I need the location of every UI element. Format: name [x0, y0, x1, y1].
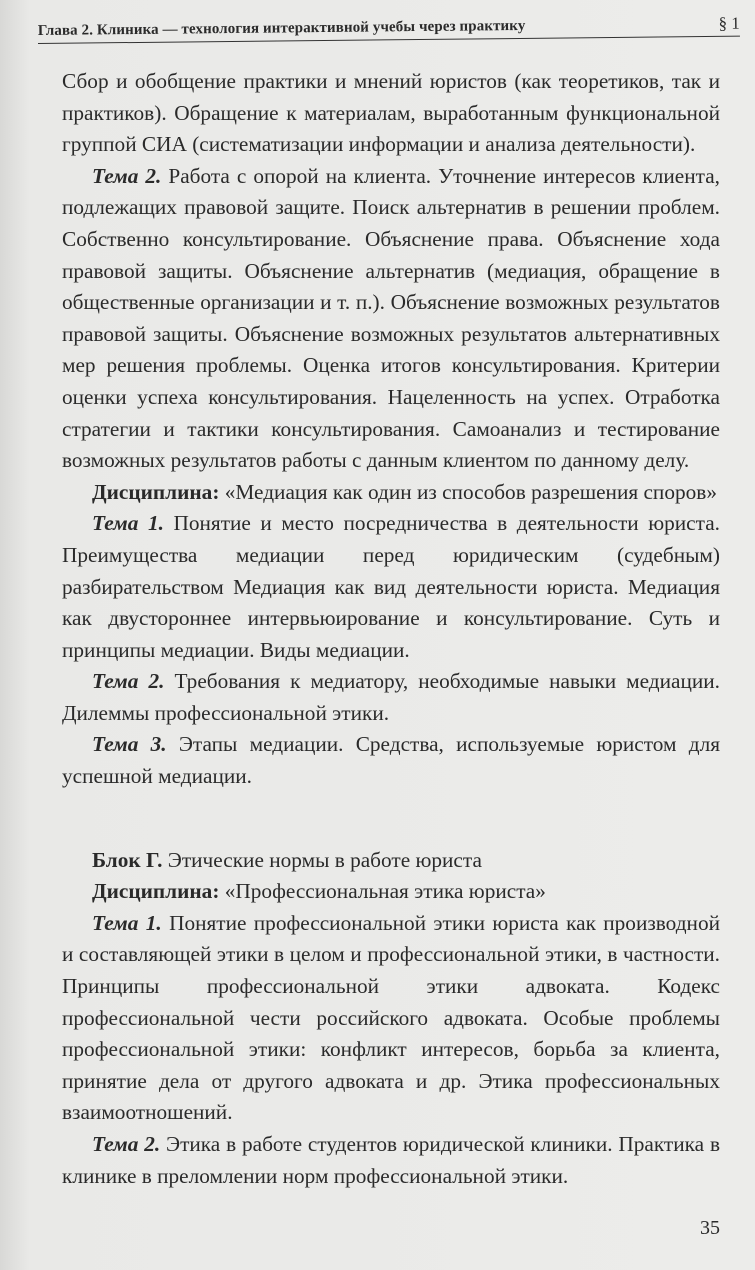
paragraph — [62, 666, 720, 729]
chapter-title: Глава 2. Клиника — технология интерактивной учебы через практику — [37, 17, 526, 40]
paragraph — [62, 477, 720, 509]
paragraph-text: Работа с опорой на клиента. Уточнение интересов клиента, подлежащих правовой защите. Поиск альтернатив в решении проблем. Собственно консультирование. Объяснение права. Объяснение хода правовой защиты. Объяснение альтернатив (медиация, обращение в общественные организации и т. п.). Объяснение возможных результатов правовой защиты. Объяснение возможных результатов альтернативных мер решения проблемы. Оценка итогов консультирования. Критерии оценки успеха консультирования. Нацеленность на успех. Отработка стратегии и тактики консультирования. Самоанализ и тестирование возможных результатов работы с данным клиентом по данному делу. — [62, 163, 720, 473]
topic-label: Тема 2. — [92, 1132, 161, 1156]
topic-label: Тема 3. — [92, 732, 167, 757]
discipline-label: Дисциплина: — [92, 879, 220, 904]
paragraph — [62, 161, 720, 477]
paragraph-text: «Медиация как один из способов разрешения споров» — [219, 479, 717, 504]
paragraph — [62, 876, 720, 908]
paragraph-text: Требования к медиатору, необходимые навыки медиации. Дилеммы профессиональной этики. — [62, 669, 720, 725]
paragraph — [62, 66, 720, 161]
topic-label: Тема 2. — [92, 163, 162, 188]
paragraph-text: Этика в работе студентов юридической клиники. Практика в клинике в преломлении норм профессиональной этики. — [62, 1132, 720, 1188]
paragraph — [62, 729, 720, 792]
paragraph — [62, 508, 720, 666]
paragraph-text: Сбор и обобщение практики и мнений юристов (как теоретиков, так и практиков). Обращение к материалам, выработанным функциональной группой СИА (систематизации информации и анализа деятельности). — [62, 69, 720, 157]
running-header — [38, 15, 740, 44]
topic-label: Тема 1. — [92, 511, 164, 536]
discipline-label: Дисциплина: — [92, 479, 220, 504]
block-label: Блок Г. — [92, 847, 163, 872]
page-body — [62, 66, 720, 1192]
block-heading — [62, 845, 720, 877]
paragraph — [62, 908, 720, 1129]
page-number: 35 — [700, 1217, 720, 1240]
paragraph-text: Понятие профессиональной этики юриста как производной и составляющей этики в целом и профессиональной этики, в частности. Принципы профессиональной этики адвоката. Кодекс профессиональной чести российского адвоката. Особые проблемы профессиональной этики: конфликт интересов, борьба за клиента, принятие дела от другого адвоката и др. Этика профессиональных взаимоотношений. — [62, 910, 720, 1125]
paragraph-text: «Профессиональная этика юриста» — [219, 879, 546, 904]
paragraph-text: Понятие и место посредничества в деятельности юриста. Преимущества медиации перед юридическим (судебным) разбирательством Медиация как вид деятельности юриста. Медиация как двустороннее интервьюирование и консультирование. Суть и принципы медиации. Виды медиации. — [62, 511, 720, 662]
paragraph-text: Этапы медиации. Средства, используемые юристом для успешной медиации. — [62, 732, 720, 789]
paragraph — [62, 1129, 720, 1192]
block-title: Этические нормы в работе юриста — [162, 847, 482, 872]
section-number: § 1 — [718, 13, 740, 33]
topic-label: Тема 2. — [92, 669, 165, 694]
topic-label: Тема 1. — [92, 910, 162, 935]
